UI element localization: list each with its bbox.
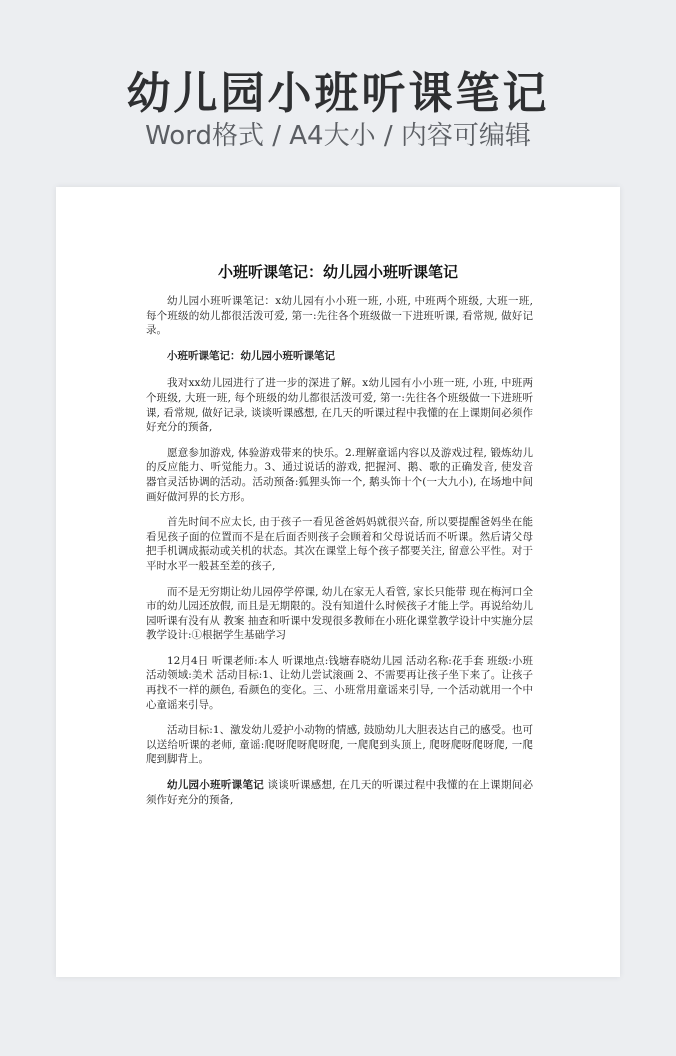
banner-title: 幼儿园小班听课笔记 (126, 68, 550, 119)
document-page (56, 187, 620, 977)
paragraph: 首先时间不应太长, 由于孩子一看见爸爸妈妈就很兴奋, 所以要提醒爸妈坐在能看见孩子面的位置而不是在后面否则孩子会顾着和父母说话而不听课。然后请父母把手机调成振动或关机的状态。其次在课堂上每个孩子都要关注, 留意公平性。对于平时水平一般甚至差的孩子, (146, 516, 533, 572)
document-title: 小班听课笔记：幼儿园小班听课笔记 (217, 263, 458, 281)
section-heading: 小班听课笔记：幼儿园小班听课笔记 (167, 349, 335, 362)
paragraph: 活动目标:1、激发幼儿爱护小动物的情感, 鼓励幼儿大胆表达自己的感受。也可以送给听课的老师, 童谣:爬呀爬呀爬呀爬, 一爬爬到头顶上, 爬呀爬呀爬呀爬, 一爬爬到脚背上。 (146, 724, 533, 766)
final-paragraph (146, 778, 533, 807)
document-body (146, 294, 533, 818)
paragraph: 愿意参加游戏, 体验游戏带来的快乐。2.理解童谣内容以及游戏过程, 锻炼幼儿的反应能力、听觉能力。3、通过说话的游戏, 把握河、鹅、歌的正确发音, 使发音器官灵活协调的活动。活动预备:狐狸头饰一个, 鹅头饰十个(一大九小), 在场地中间画好做河界的长方形。 (146, 446, 533, 503)
final-text: 谈谈听课感想, 在几天的听课过程中我懂的在上课期间必须作好充分的预备, (146, 779, 533, 806)
banner-subtitle: Word格式 / A4大小 / 内容可编辑 (145, 121, 531, 151)
paragraph: 而不是无穷期让幼儿园停学停课, 幼儿在家无人看管, 家长只能带 现在梅河口全市的幼儿园还放假, 而且是无期限的。没有知道什么时候孩子才能上学。再说给幼儿园听课有没有从 教案 抽查和听课中发现很多教师在小班化课堂教学设计中实施分层教学设计:①根据学生基础学习 (146, 585, 533, 642)
paragraph: 幼儿园小班听课笔记：x幼儿园有小小班一班, 小班, 中班两个班级, 大班一班, 每个班级的幼儿都很活泼可爱, 第一:先往各个班级做一下进班听课, 看常规, 做好记录。 (146, 295, 533, 337)
inline-heading: 幼儿园小班听课笔记 (167, 779, 265, 792)
paragraph: 12月4日 听课老师:本人 听课地点:钱塘春晓幼儿园 活动名称:花手套 班级:小班 活动领域:美术 活动目标:1、让幼儿尝试滚画 2、不需要再让孩子坐下来了。让孩子再找不一样的颜色, 看颜色的变化。三、小班常用童谣来引导, 一个活动就用一个中心童谣来引导。 (146, 654, 533, 711)
paragraph: 我对xx幼儿园进行了进一步的深进了解。x幼儿园有小小班一班, 小班, 中班两个班级, 大班一班, 每个班级的幼儿都很活泼可爱, 第一:先往各个班级做一下进班听课, 看常规, 做好记录, 谈谈听课感想, 在几天的听课过程中我懂的在上课期间必须作好充分的预备, (146, 377, 533, 434)
banner (0, 0, 676, 186)
